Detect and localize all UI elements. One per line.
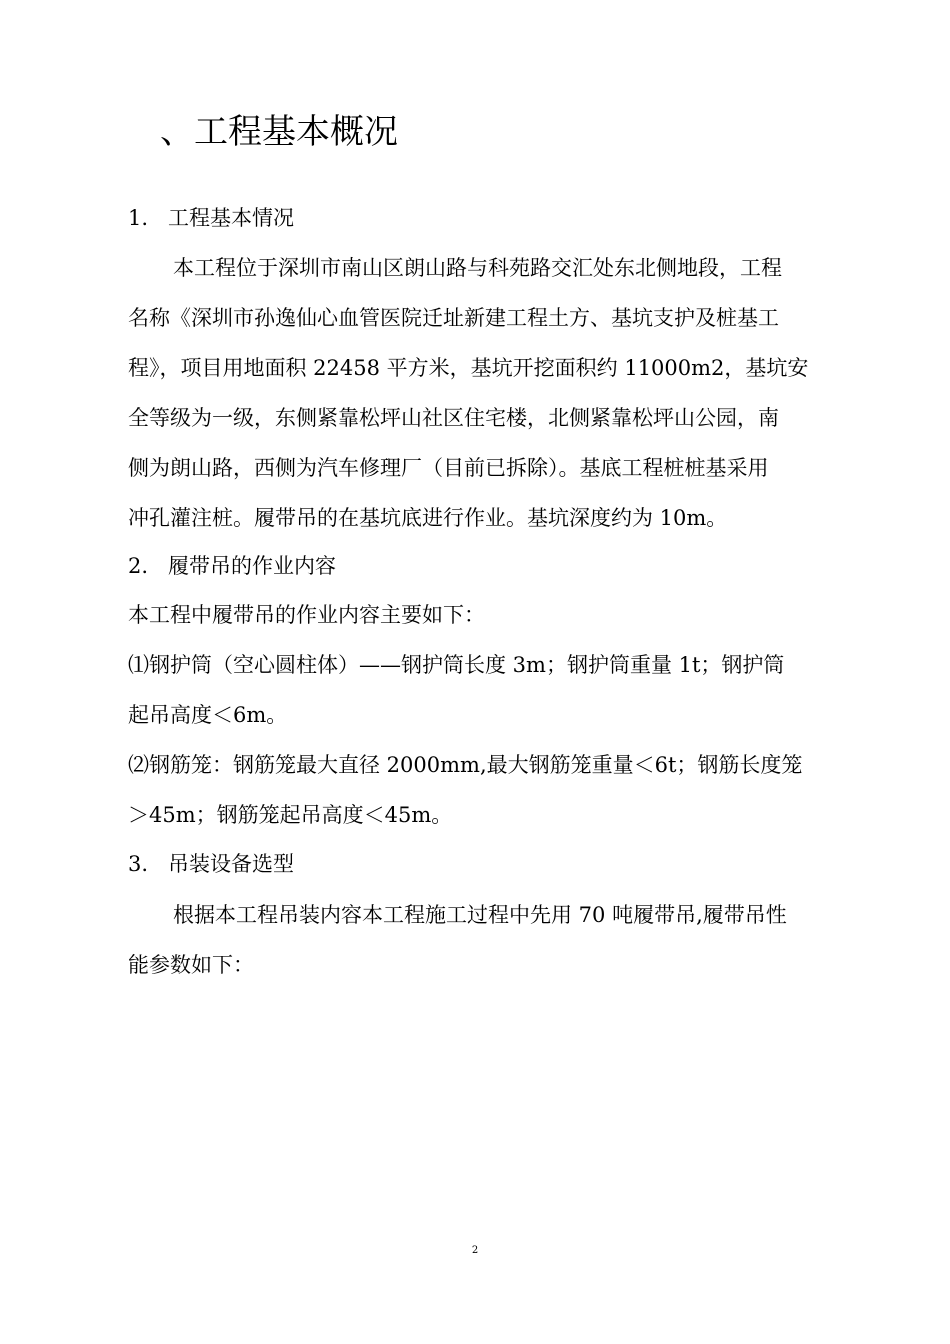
section-heading-text: 履带吊的作业内容 (168, 554, 336, 578)
section-heading-1 (128, 203, 294, 233)
list-item-continuation: 起吊高度＜6m。 (128, 703, 288, 727)
section-number: 3. (128, 852, 149, 876)
paragraph-line: 冲孔灌注桩。履带吊的在基坑底进行作业。基坑深度约为 10m。 (128, 506, 728, 530)
paragraph-line: 程》，项目用地面积 22458 平方米，基坑开挖面积约 11000m2，基坑安 (128, 356, 809, 380)
paragraph-line: 名称《深圳市孙逸仙心血管医院迁址新建工程土方、基坑支护及桩基工 (128, 306, 779, 330)
section-number: 2. (128, 554, 149, 578)
section-heading-3 (128, 849, 294, 879)
section-heading-text: 吊装设备选型 (168, 852, 294, 876)
section-heading-text: 工程基本情况 (168, 206, 294, 230)
page-number: 2 (471, 1245, 479, 1256)
paragraph-line: 侧为朗山路，西侧为汽车修理厂（目前已拆除）。基底工程桩桩基采用 (128, 456, 769, 480)
list-item: ⑵钢筋笼：钢筋笼最大直径 2000mm,最大钢筋笼重量＜6t；钢筋长度笼 (128, 753, 803, 777)
paragraph-line: 能参数如下： (128, 953, 254, 977)
paragraph-line: 根据本工程吊装内容本工程施工过程中先用 70 吨履带吊,履带吊性 (173, 903, 787, 927)
paragraph-line: 本工程位于深圳市南山区朗山路与科苑路交汇处东北侧地段，工程 (173, 256, 782, 280)
list-item: ⑴钢护筒（空心圆柱体）——钢护筒长度 3m；钢护筒重量 1t；钢护筒 (128, 653, 785, 677)
list-item-continuation: ＞45m；钢筋笼起吊高度＜45m。 (128, 803, 453, 827)
page-title: 、工程基本概况 (160, 112, 398, 152)
paragraph-line: 全等级为一级，东侧紧靠松坪山社区住宅楼，北侧紧靠松坪山公园，南 (128, 406, 779, 430)
paragraph-line: 本工程中履带吊的作业内容主要如下： (128, 603, 485, 627)
section-heading-2 (128, 551, 336, 581)
section-number: 1. (128, 206, 149, 230)
